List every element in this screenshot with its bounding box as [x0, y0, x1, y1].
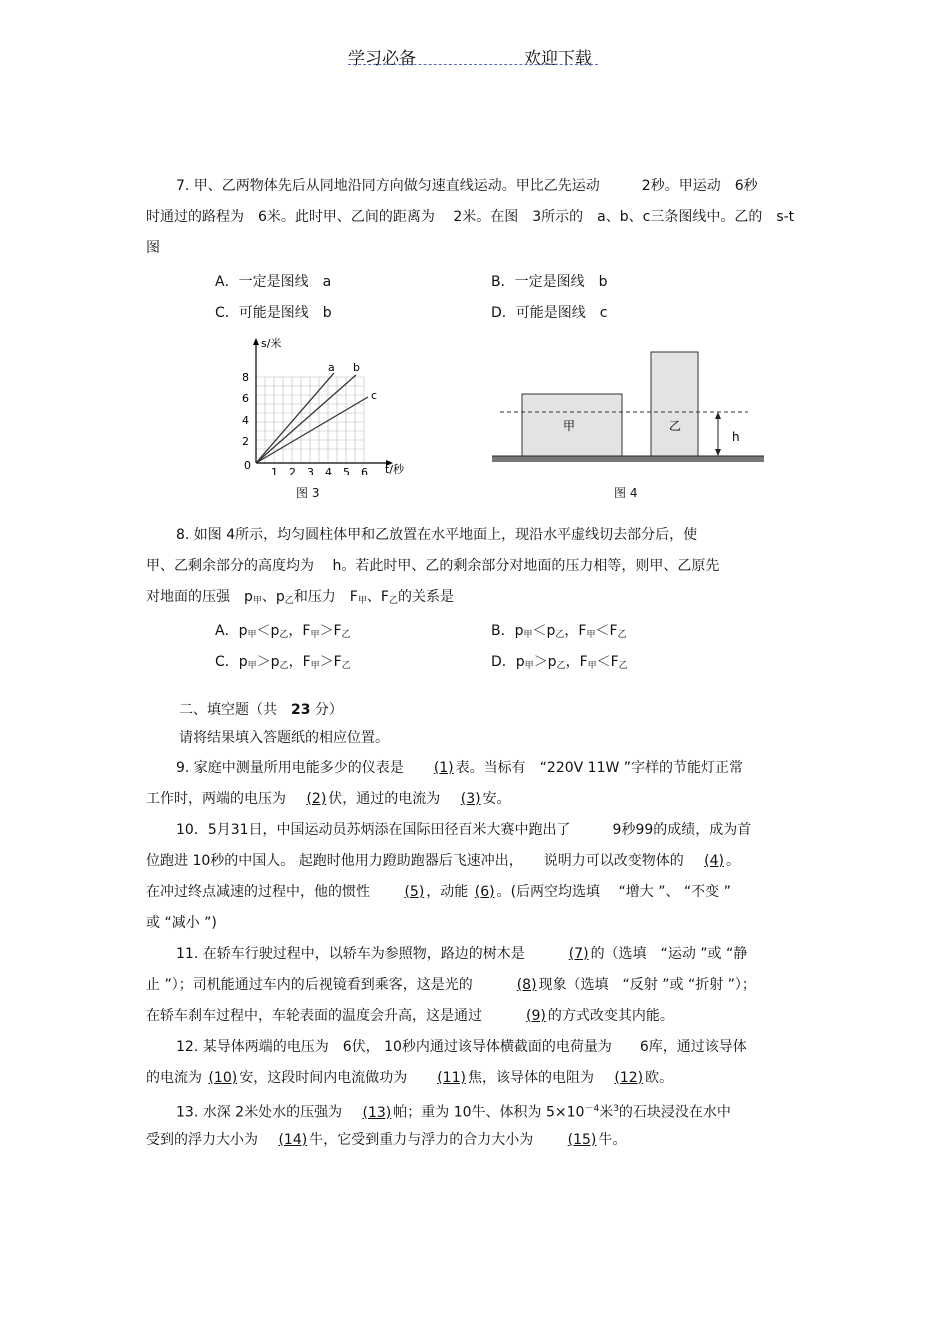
figure-3-caption: 图 3 [296, 486, 320, 500]
q7-option-d: D．可能是图线 c [491, 305, 608, 321]
q12-line1: 12. 某导体两端的电压为 6伏， 10秒内通过该导体横截面的电荷量为 6库，通过该导体 [176, 1039, 747, 1055]
fig3-xtick: 5 [343, 466, 350, 475]
blank-9: (9) [526, 1008, 546, 1024]
q13-line1: 13. 水深 2米处水的压强为 (13) 帕；重为 10牛、体积为 $5\times 10^{-4}$米$^3$的石块浸没在水中 [176, 1104, 731, 1121]
fig3-xtick: 4 [325, 466, 332, 475]
fig3-grid [256, 377, 364, 463]
fig4-cylinder-yi [651, 352, 698, 456]
fig4-h-arrow-top [715, 412, 721, 419]
q10-line1: 10．5月31日，中国运动员苏炳添在国际田径百米大赛中跑出了 9秒99的成绩，成为首 [176, 822, 752, 838]
fig3-ytick: 6 [242, 392, 249, 405]
header-divider [348, 64, 598, 65]
blank-6: (6) [474, 884, 495, 900]
blank-15: (15) [567, 1132, 597, 1148]
fig3-label-c: c [371, 389, 378, 402]
header-right: 欢迎下载 [524, 49, 592, 69]
q12-line2: 的电流为 (10) 安，这段时间内电流做功为 (11) 焦，该导体的电阻为 (12) 欧。 [146, 1070, 674, 1086]
fig3-xtick: 6 [361, 466, 368, 475]
blank-12: (12) [614, 1070, 644, 1086]
blank-10: (10) [208, 1070, 238, 1086]
q9-line1: 9. 家庭中测量所用电能多少的仪表是 (1) 表。当标有 “220V 11W ”字样的节能灯正常 [176, 760, 744, 776]
fig4-h-arrow-bottom [715, 449, 721, 456]
blank-5: (5) [404, 884, 425, 900]
fig3-origin: 0 [244, 459, 251, 472]
fig3-line-a [256, 373, 334, 463]
q7-option-b: B．一定是图线 b [491, 274, 608, 290]
q8-option-a: A．$p_甲<p_乙$，$F_甲>F_乙$ [215, 623, 351, 640]
blank-11: (11) [437, 1070, 466, 1086]
section2-instruction: 请将结果填入答题纸的相应位置。 [179, 730, 389, 746]
q8-option-d: D．$p_甲>p_乙$，$F_甲<F_乙$ [491, 654, 628, 671]
fig3-ytick: 2 [242, 435, 249, 448]
fig3-ytick: 4 [242, 414, 249, 427]
blank-3: (3) [460, 791, 481, 807]
fig3-y-arrow [253, 338, 259, 345]
fig3-xlabel: t/秒 [385, 463, 405, 475]
fig3-ytick: 8 [242, 371, 249, 384]
blank-14: (14) [278, 1132, 308, 1148]
blank-4: (4) [704, 853, 725, 869]
fig4-label-jia: 甲 [563, 419, 576, 433]
q8-option-c: C．$p_甲>p_乙$，$F_甲>F_乙$ [215, 654, 351, 671]
q7-line1: 7. 甲、乙两物体先后从同地沿同方向做匀速直线运动。甲比乙先运动 2秒。甲运动 6秒 [176, 178, 758, 194]
fig4-ground [492, 456, 764, 462]
fig3-label-a: a [328, 361, 335, 374]
q11-line1: 11. 在轿车行驶过程中，以轿车为参照物，路边的树木是 (7) 的（选填 “运动 ”或 “静 [176, 946, 748, 962]
fig3-xtick: 2 [289, 466, 296, 475]
q10-line3: 在冲过终点减速的过程中，他的惯性 (5) ，动能 (6) 。(后两空均选填 “增大 ”、 “不变 ” [146, 884, 731, 900]
q7-line2: 时通过的路程为 6米。此时甲、乙间的距离为 2米。在图 3所示的 a、b、c三条图线中。乙的 s-t [146, 209, 795, 225]
fig3-label-b: b [353, 361, 360, 374]
fig4-label-h: h [732, 430, 740, 444]
figure-4-caption: 图 4 [614, 486, 638, 500]
blank-7: (7) [568, 946, 589, 962]
q8-option-b: B．$p_甲<p_乙$，$F_甲<F_乙$ [491, 623, 627, 640]
q9-line2: 工作时，两端的电压为 (2) 伏，通过的电流为 (3) 安。 [146, 791, 511, 807]
q11-line3: 在轿车刹车过程中，车轮表面的温度会升高，这是通过 (9) 的方式改变其内能。 [146, 1008, 674, 1024]
q10-line2: 位跑进 10秒的中国人。 起跑时他用力蹬助跑器后飞速冲出， 说明力可以改变物体的 (4) 。 [146, 853, 741, 869]
fig3-xtick: 3 [307, 466, 314, 475]
q11-line2: 止 ”）；司机能通过车内的后视镜看到乘客，这是光的 (8) 现象（选填 “反射 ”或 “折射 ”）； [146, 977, 756, 993]
figure-3-graph [230, 335, 420, 475]
q7-option-a: A．一定是图线 a [215, 274, 332, 290]
q8-line2: 甲、乙剩余部分的高度均为 h。若此时甲、乙的剩余部分对地面的压力相等，则甲、乙原先 [146, 558, 720, 574]
q7-line3: 图 [146, 240, 160, 256]
section2-title: 二、填空题（共 23 分） [179, 702, 343, 718]
header-left: 学习必备 [348, 49, 416, 69]
fig3-line-c [256, 397, 368, 463]
blank-8: (8) [516, 977, 537, 993]
fig4-label-yi: 乙 [669, 419, 682, 433]
q13-line2: 受到的浮力大小为 (14) 牛，它受到重力与浮力的合力大小为 (15) 牛。 [146, 1132, 627, 1148]
blank-2: (2) [306, 791, 327, 807]
blank-1: (1) [433, 760, 454, 776]
q10-line4: 或 “减小 ”) [146, 915, 217, 931]
fig3-line-b [256, 375, 356, 463]
fig3-xtick: 1 [271, 466, 278, 475]
fig3-ylabel: s/米 [261, 337, 282, 350]
q8-line1: 8. 如图 4所示，均匀圆柱体甲和乙放置在水平地面上，现沿水平虚线切去部分后，使 [176, 527, 698, 543]
blank-13: (13) [362, 1104, 392, 1121]
figure-4-diagram [490, 346, 770, 466]
q7-option-c: C．可能是图线 b [215, 305, 332, 321]
q8-line3: 对地面的压强 $p_甲$、$p_乙$和压力 $F_甲$、$F_乙$的关系是 [146, 589, 454, 606]
